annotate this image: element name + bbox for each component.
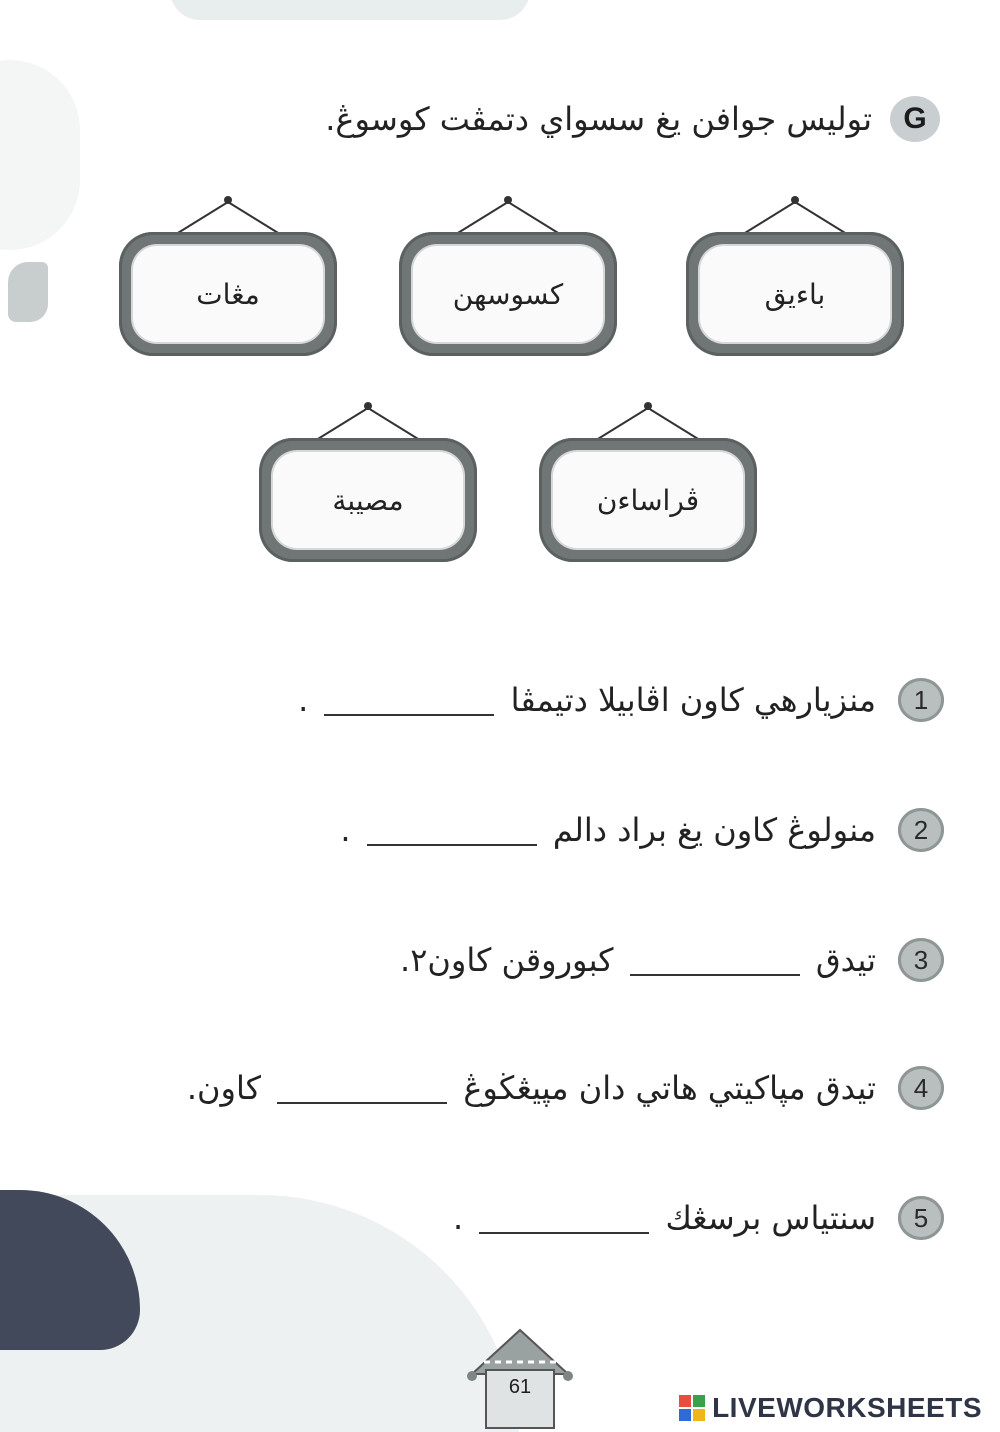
question-text-after: . (452, 1199, 464, 1237)
answer-blank[interactable] (479, 1206, 649, 1234)
question-5 (144, 1188, 944, 1248)
question-text-before: منولوڠ كاون يغ براد دالم (552, 811, 876, 849)
sign-word: ڤراساءن (596, 483, 700, 517)
sign-word: مصيبة (332, 483, 404, 517)
sign-word: كسوسهن (452, 277, 564, 311)
question-text (187, 1069, 876, 1107)
word-sign-5[interactable] (253, 402, 483, 562)
question-number-badge: 1 (898, 678, 944, 722)
sign-board-frame (399, 232, 617, 356)
word-sign-2[interactable] (393, 196, 623, 356)
section-header (325, 96, 940, 142)
question-number-badge: 2 (898, 808, 944, 852)
sign-board-frame (259, 438, 477, 562)
question-text-after: . (340, 811, 351, 849)
word-sign-1[interactable] (680, 196, 910, 356)
question-text-after: . (298, 681, 309, 719)
sign-word: باءيق (764, 277, 826, 311)
word-sign-3[interactable] (113, 196, 343, 356)
question-3 (144, 930, 944, 990)
question-number-badge: 3 (898, 938, 944, 982)
question-number-badge: 5 (898, 1196, 944, 1240)
page-number: 61 (508, 1376, 532, 1398)
question-text-after: كاون. (186, 1069, 261, 1107)
liveworksheets-logo-icon (678, 1394, 706, 1422)
sign-board-face (700, 246, 890, 342)
question-4 (144, 1058, 944, 1118)
question-text (340, 811, 876, 849)
sign-board-face (413, 246, 603, 342)
sign-board-face (553, 452, 743, 548)
question-text-after: كبوروقن كاون٢. (400, 941, 614, 979)
word-sign-4[interactable] (533, 402, 763, 562)
question-1 (144, 670, 944, 730)
left-blob-decoration (8, 262, 48, 322)
question-2 (144, 800, 944, 860)
sign-word: مڠات (196, 277, 260, 311)
sign-board-frame (119, 232, 337, 356)
question-number-badge: 4 (898, 1066, 944, 1110)
section-badge: G (890, 96, 940, 142)
question-text-before: تيدق (815, 941, 876, 979)
sign-board-frame (686, 232, 904, 356)
question-text (400, 941, 876, 979)
answer-blank[interactable] (367, 818, 537, 846)
sign-board-face (133, 246, 323, 342)
liveworksheets-watermark (678, 1392, 982, 1424)
page-number-house (464, 1326, 576, 1432)
top-cloud-decoration (170, 0, 530, 20)
left-cloud-decoration (0, 60, 80, 250)
answer-blank[interactable] (324, 688, 494, 716)
answer-blank[interactable] (277, 1076, 447, 1104)
question-text (453, 1199, 876, 1237)
sign-board-face (273, 452, 463, 548)
answer-blank[interactable] (630, 948, 800, 976)
question-text-before: تيدق مڽاكيتي هاتي دان مڽيڠڬوڠ (463, 1069, 876, 1107)
watermark-text: LIVEWORKSHEETS (712, 1392, 982, 1423)
question-text (298, 681, 876, 719)
question-text-before: منزيارهي كاون اڤابيلا دتيمڤا (510, 681, 876, 719)
instruction-text: توليس جوافن يغ سسواي دتمڤت كوسوڠ. (325, 100, 872, 138)
sign-board-frame (539, 438, 757, 562)
question-text-before: سنتياس برسڠك (665, 1199, 876, 1237)
